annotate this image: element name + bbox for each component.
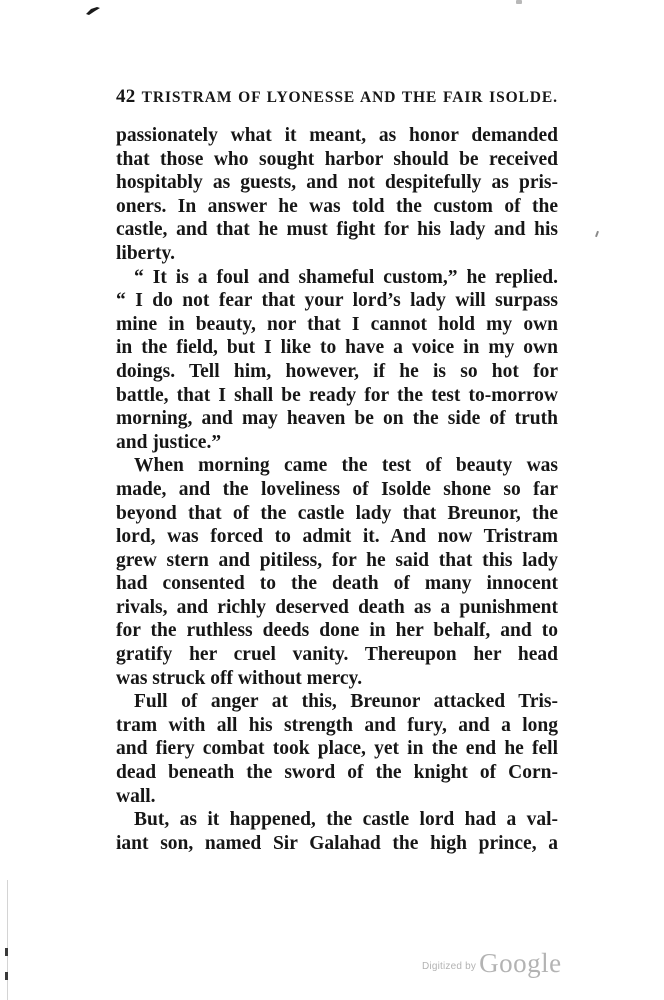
text-line: tram with all his strength and fury, and a long — [116, 714, 558, 736]
running-title: TRISTRAM OF LYONESSE AND THE FAIR ISOLDE. — [141, 89, 558, 106]
text-line: beyond that of the castle lady that Breunor, the — [116, 502, 558, 524]
binding-mark — [5, 972, 8, 980]
text-line: “ It is a foul and shameful custom,” he replied. — [134, 266, 558, 288]
text-line: mine in beauty, nor that I cannot hold my own — [116, 313, 558, 335]
text-line: oners. In answer he was told the custom of the — [116, 195, 558, 217]
margin-speck — [595, 231, 599, 237]
text-line: for the ruthless deeds done in her behalf, and to — [116, 620, 558, 642]
running-head — [116, 86, 558, 108]
text-line: had consented to the death of many innocent — [116, 573, 558, 595]
text-line: and fiery combat took place, yet in the end he fell — [116, 738, 558, 760]
body-text — [116, 124, 558, 855]
text-line: But, as it happened, the castle lord had a val- — [134, 809, 558, 831]
text-line: iant son, named Sir Galahad the high prince, a — [116, 832, 558, 854]
page-number: 42 — [116, 86, 136, 107]
text-line: and justice.” — [116, 431, 222, 453]
text-line: lord, was forced to admit it. And now Tristram — [116, 526, 558, 548]
text-line: wall. — [116, 785, 156, 807]
text-line: grew stern and pitiless, for he said that this lady — [116, 549, 558, 571]
binding-mark — [5, 948, 8, 956]
text-line: was struck off without mercy. — [116, 667, 363, 689]
text-line: in the field, but I like to have a voice in my own — [116, 337, 558, 359]
digitized-watermark — [422, 948, 562, 979]
text-line: Full of anger at this, Breunor attacked Tris- — [134, 691, 558, 713]
text-line: passionately what it meant, as honor demanded — [116, 125, 558, 146]
text-line: castle, and that he must fight for his lady and his — [116, 219, 558, 241]
text-line: battle, that I shall be ready for the test to-morrow — [116, 384, 558, 406]
watermark-brand: Google — [479, 948, 562, 978]
text-line: dead beneath the sword of the knight of Corn- — [116, 762, 558, 784]
text-line: doings. Tell him, however, if he is so hot for — [116, 360, 558, 382]
text-line: that those who sought harbor should be received — [116, 148, 558, 170]
text-line: gratify her cruel vanity. Thereupon her head — [116, 644, 558, 666]
text-line: “ I do not fear that your lord’s lady will surpass — [116, 290, 558, 312]
ink-mark-icon — [86, 7, 100, 15]
top-speck — [516, 0, 522, 4]
text-line: morning, and may heaven be on the side of truth — [116, 408, 558, 430]
text-line: When morning came the test of beauty was — [134, 455, 558, 477]
binding-edge — [7, 880, 8, 1000]
text-line: made, and the loveliness of Isolde shone so far — [116, 478, 558, 500]
text-line: rivals, and richly deserved death as a punishment — [116, 596, 558, 618]
watermark-prefix: Digitized by — [422, 961, 477, 972]
text-line: liberty. — [116, 242, 176, 264]
text-line: hospitably as guests, and not despitefully as pris- — [116, 172, 558, 194]
